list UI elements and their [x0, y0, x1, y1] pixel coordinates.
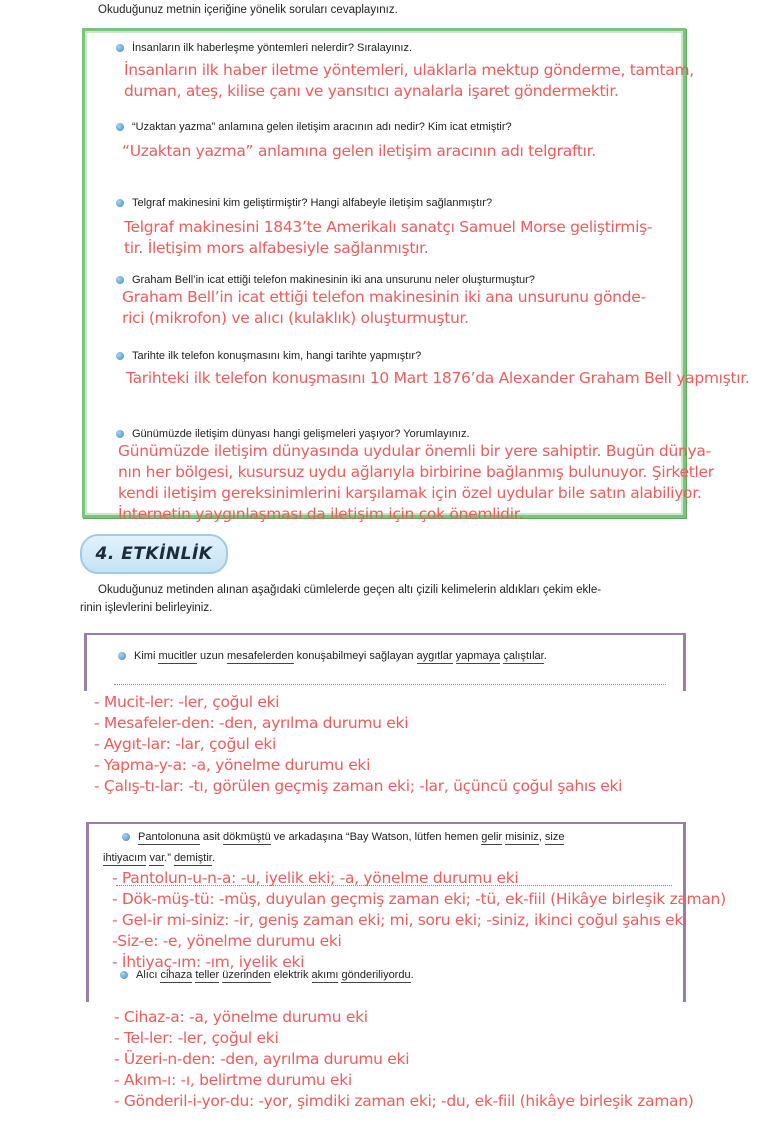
bullet-icon	[116, 123, 124, 131]
bullet-icon	[120, 971, 128, 979]
question-2: “Uzaktan yazma” anlamına gelen iletişim aracının adı nedir? Kim icat etmiştir?	[116, 121, 512, 133]
underlined-word: çalıştılar	[503, 650, 544, 662]
underlined-word: mesafelerden	[226, 650, 294, 662]
underlined-word: mucitler	[158, 650, 197, 662]
question-1: İnsanların ilk haberleşme yöntemleri nelerdir? Sıralayınız.	[116, 42, 412, 54]
underlined-word: misiniz	[505, 831, 539, 843]
underlined-word: yapmaya	[455, 650, 501, 662]
bullet-icon	[118, 652, 126, 660]
underlined-word: akımı	[311, 969, 339, 981]
answer-4: Graham Bell’in icat ettiği telefon makinesinin iki ana unsurunu gönde- rici (mikrofon) ve alıcı (kulaklık) oluşturmuştur.	[122, 288, 646, 327]
bullet-icon	[116, 352, 124, 360]
underlined-word: size	[544, 831, 565, 843]
question-4: Graham Bell’in icat ettiği telefon makinesinin iki ana unsurunu neler oluşturmuştur?	[116, 274, 535, 286]
underlined-word: var	[149, 852, 165, 864]
activity-title-badge: 4. ETKİNLİK	[80, 534, 228, 574]
activity-instruction-line-1: Okuduğunuz metinden alınan aşağıdaki cümlelerde geçen altı çizili kelimelerin aldıkları çekim ekle-	[98, 584, 602, 596]
answer-5: Tarihteki ilk telefon konuşmasını 10 Mart 1876’da Alexander Graham Bell yapmıştır.	[126, 369, 750, 387]
underlined-word: dökmüştü	[223, 831, 271, 843]
bullet-icon	[122, 833, 130, 841]
sentence-3: Alıcı cihaza teller üzerinden elektrik akımı gönderiliyordu.	[120, 969, 414, 981]
underlined-word: Pantolonuna	[138, 831, 200, 843]
answers-sentence-3: - Cihaz-a: -a, yönelme durumu eki - Tel-ler: -ler, çoğul eki - Üzeri-n-den: -den, ayrılma durumu eki - Akım-ı: -ı, belirtme durumu eki - Gönderil-i-yor-du: -yor, şimdiki zaman eki; -du, ek-fiil (hikâye birleşik zaman)	[114, 1008, 694, 1110]
sentence-1: Kimi mucitler uzun mesafelerden konuşabilmeyi sağlayan aygıtlar yapmaya çalıştılar.	[118, 650, 547, 662]
sentence-2-line-2: ihtiyacım var.” demiştir.	[103, 852, 215, 864]
answers-sentence-1: - Mucit-ler: -ler, çoğul eki - Mesafeler-den: -den, ayrılma durumu eki - Aygıt-lar: -lar, çoğul eki - Yapma-y-a: -a, yönelme durumu eki - Çalış-tı-lar: -tı, görülen geçmiş zaman eki; -lar, üçüncü çoğul şahıs eki	[94, 693, 623, 795]
answers-sentence-2: - Pantolun-u-n-a: -u, iyelik eki; -a, yönelme durumu eki - Dök-müş-tü: -müş, duyulan geçmiş zaman eki; -tü, ek-fiil (Hikâye birleşik zaman) - Gel-ir mi-siniz: -ir, geniş zaman eki; mi, soru eki; -siniz, ikinci çoğul şahıs eki -Siz-e: -e, yönelme durumu eki - İhtiyaç-ım: -ım, iyelik eki	[112, 869, 726, 971]
underlined-word: ihtiyacım	[103, 852, 147, 864]
question-5: Tarihte ilk telefon konuşmasını kim, hangi tarihte yapmıştır?	[116, 350, 421, 362]
answer-3: Telgraf makinesini 1843’te Amerikalı sanatçı Samuel Morse geliştirmiş- tir. İletişim mors alfabesiyle sağlanmıştır.	[124, 218, 653, 257]
answer-1: İnsanların ilk haber iletme yöntemleri, ulaklarla mektup gönderme, tamtam, duman, ateş, kilise çanı ve yansıtıcı aynalarla işaret göndermektir.	[124, 61, 694, 100]
answer-6: Günümüzde iletişim dünyasında uydular önemli bir yere sahiptir. Bugün dünya- nın her bölgesi, kusursuz uydu ağlarıyla birbirine bağlanmış bulunuyor. Şirketler kendi iletişim gereksinimlerini karşılamak için özel uydular bile satın alabiliyor. İnternetin yaygınlaşması da iletişim için çok önemlidir.	[118, 442, 714, 523]
sentence-2-line-1: Pantolonuna asit dökmüştü ve arkadaşına “Bay Watson, lütfen hemen gelir misiniz, size	[122, 831, 564, 843]
instruction-text: Okuduğunuz metnin içeriğine yönelik soruları cevaplayınız.	[98, 4, 398, 16]
question-3: Telgraf makinesini kim geliştirmiştir? Hangi alfabeyle iletişim sağlanmıştır?	[116, 197, 492, 209]
bullet-icon	[116, 276, 124, 284]
underlined-word: teller	[195, 969, 220, 981]
bullet-icon	[116, 44, 124, 52]
underlined-word: aygıtlar	[416, 650, 453, 662]
bullet-icon	[116, 430, 124, 438]
underlined-word: demiştir	[173, 852, 212, 864]
underlined-word: gönderiliyordu	[341, 969, 411, 981]
question-6: Günümüzde iletişim dünyası hangi gelişmeleri yaşıyor? Yorumlayınız.	[116, 428, 470, 440]
underlined-word: üzerinden	[222, 969, 271, 981]
bullet-icon	[116, 199, 124, 207]
answer-2: “Uzaktan yazma” anlamına gelen iletişim aracının adı telgraftır.	[122, 142, 596, 160]
underlined-word: cihaza	[160, 969, 193, 981]
activity-instruction-line-2: rinin işlevlerini belirleyiniz.	[80, 602, 213, 614]
answer-line	[114, 684, 666, 685]
underlined-word: gelir	[481, 831, 503, 843]
